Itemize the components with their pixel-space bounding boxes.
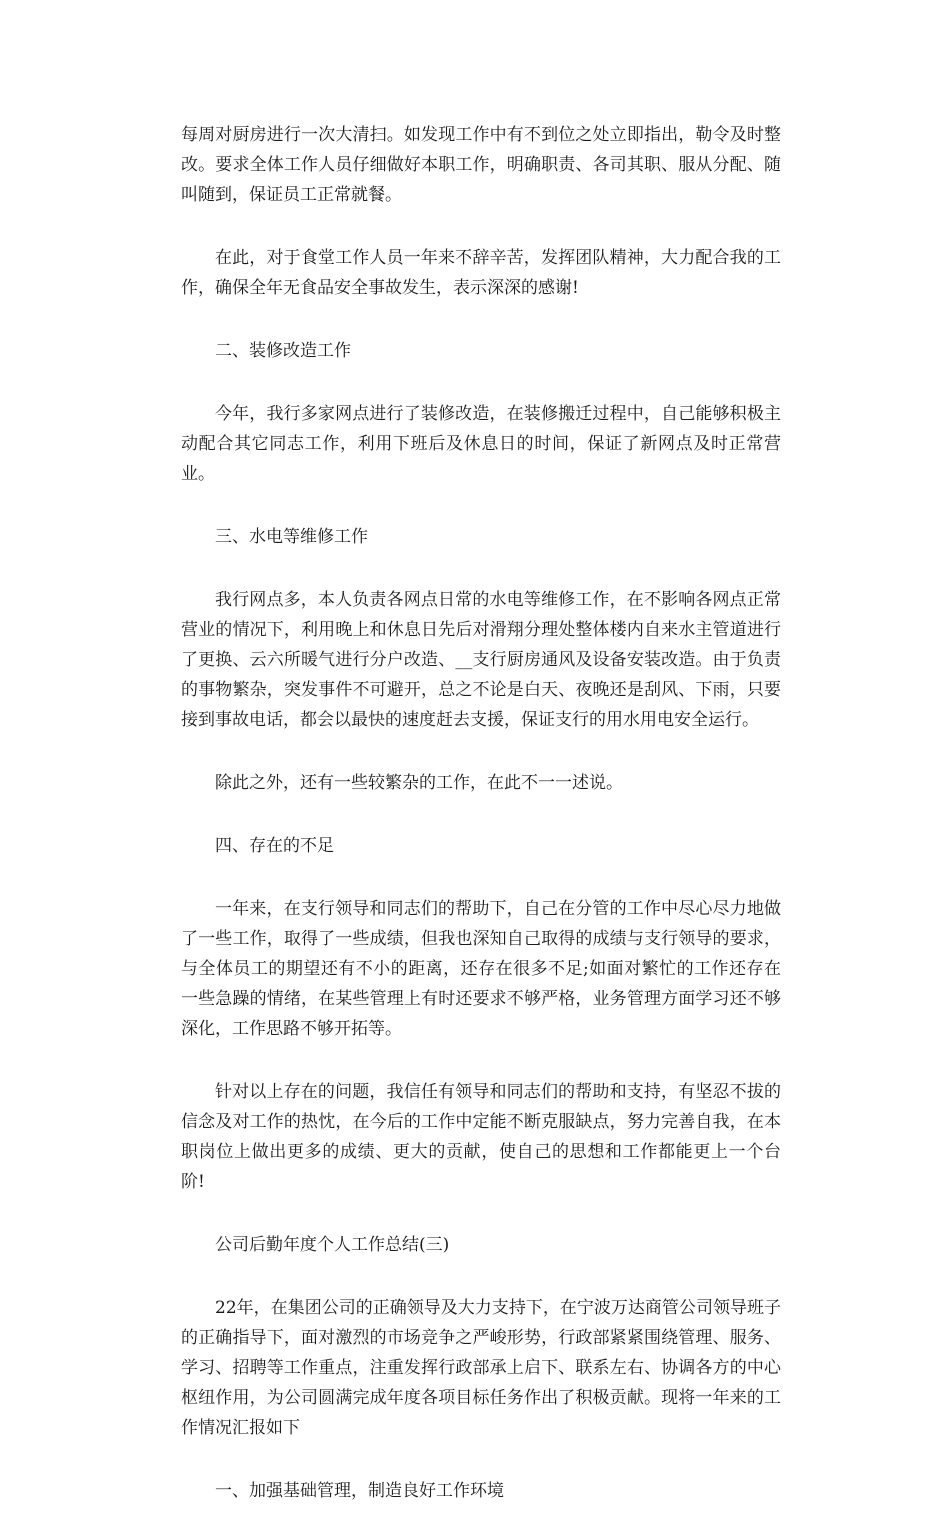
section-heading-maintenance: 三、水电等维修工作 <box>215 527 368 547</box>
paragraph-annual-overview: 22年，在集团公司的正确领导及大力支持下，在宁波万达商管公司领导班子的正确指导下，面对激烈的市场竞争之严峻形势，行政部紧紧围绕管理、服务、学习、招聘等工作重点，注重发挥行政部承上启下、联系左右、协调各方的中心枢纽作用，为公司圆满完成年度各项目标任务作出了积极贡献。现将一年来的工作情况汇报如下 <box>181 1298 781 1438</box>
paragraph-maintenance: 我行网点多，本人负责各网点日常的水电等维修工作，在不影响各网点正常营业的情况下，利用晚上和休息日先后对滑翔分理处整体楼内自来水主管道进行了更换、云六所暖气进行分户改造、__支行厨房通风及设备安装改造。由于负责的事物繁杂，突发事件不可避开，总之不论是白天、夜晚还是刮风、下雨，只要接到事故电话，都会以最快的速度赶去支援，保证支行的用水用电安全运行。 <box>181 590 781 730</box>
paragraph-shortcomings: 一年来，在支行领导和同志们的帮助下，自己在分管的工作中尽心尽力地做了一些工作，取得了一些成绩，但我也深知自己取得的成绩与支行领导的要求，与全体员工的期望还有不小的距离，还存在很多不足;如面对繁忙的工作还存在一些急躁的情绪，在某些管理上有时还要求不够严格，业务管理方面学习还不够深化，工作思路不够开拓等。 <box>181 899 781 1039</box>
paragraph-kitchen-cleaning: 每周对厨房进行一次大清扫。如发现工作中有不到位之处立即指出，勒令及时整改。要求全体工作人员仔细做好本职工作，明确职责、各司其职、服从分配、随叫随到，保证员工正常就餐。 <box>181 125 781 205</box>
section-heading-shortcomings: 四、存在的不足 <box>215 836 334 856</box>
paragraph-other-work: 除此之外，还有一些较繁杂的工作，在此不一一述说。 <box>215 773 623 793</box>
section-heading-basic-management: 一、加强基础管理，制造良好工作环境 <box>215 1481 504 1501</box>
paragraph-thanks-canteen: 在此，对于食堂工作人员一年来不辞辛苦，发挥团队精神，大力配合我的工作，确保全年无食品安全事故发生，表示深深的感谢! <box>181 248 781 298</box>
section-heading-renovation: 二、装修改造工作 <box>215 341 351 361</box>
paragraph-improvement: 针对以上存在的问题，我信任有领导和同志们的帮助和支持，有坚忍不拔的信念及对工作的热忱，在今后的工作中定能不断克服缺点，努力完善自我，在本职岗位上做出更多的成绩、更大的贡献，使自己的思想和工作都能更上一个台阶! <box>181 1082 781 1192</box>
section-heading-summary-three: 公司后勤年度个人工作总结(三) <box>215 1235 450 1255</box>
paragraph-renovation: 今年，我行多家网点进行了装修改造，在装修搬迁过程中，自己能够积极主动配合其它同志工作，利用下班后及休息日的时间，保证了新网点及时正常营业。 <box>181 404 781 484</box>
document-body <box>181 120 781 1539</box>
